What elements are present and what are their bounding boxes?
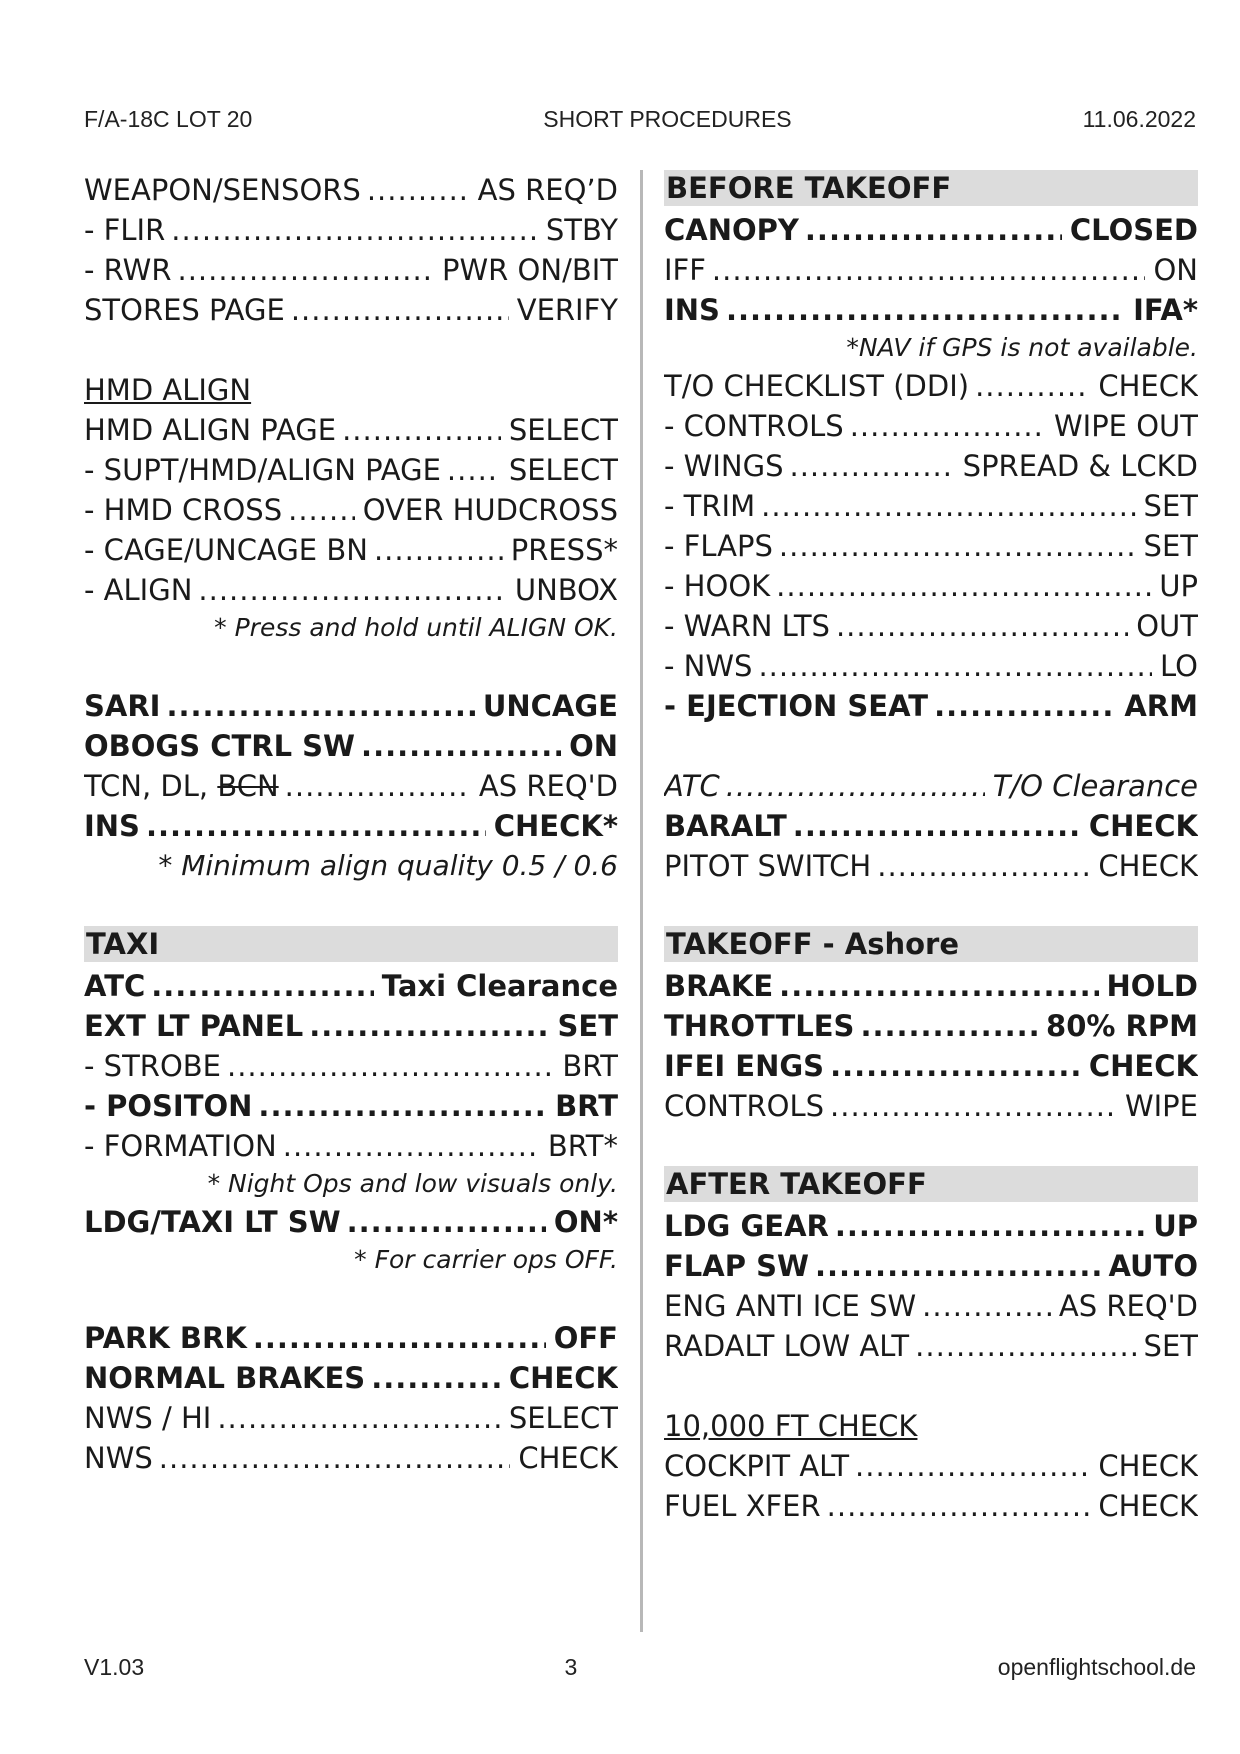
checklist-row: EXT LT PANEL ..... SET [84, 1006, 618, 1046]
checklist-row: PARK BRK ..... OFF [84, 1318, 618, 1358]
checklist-row: LDG/TAXI LT SW ..... ON* [84, 1202, 618, 1242]
footnote: * Night Ops and low visuals only. [207, 1169, 618, 1198]
left-column [84, 170, 618, 1478]
checklist-row: - EJECTION SEAT ..... ARM [664, 686, 1198, 726]
subsection-title-hmd-align: HMD ALIGN [84, 373, 252, 407]
checklist-row: FUEL XFER ..... CHECK [664, 1486, 1198, 1526]
checklist-row: - FORMATION ..... BRT* [84, 1126, 618, 1166]
checklist-row: TCN, DL, BCN ..... AS REQ'D [84, 766, 618, 806]
checklist-row: - HMD CROSS ..... OVER HUDCROSS [84, 490, 618, 530]
checklist-row: OBOGS CTRL SW ..... ON [84, 726, 618, 766]
checklist-row: LDG GEAR ..... UP [664, 1206, 1198, 1246]
checklist-row: IFEI ENGS ..... CHECK [664, 1046, 1198, 1086]
checklist-row: - HOOK ..... UP [664, 566, 1198, 606]
checklist-row: ENG ANTI ICE SW ..... AS REQ'D [664, 1286, 1198, 1326]
footnote: * Minimum align quality 0.5 / 0.6 [158, 849, 618, 882]
checklist-row: - WINGS ..... SPREAD & LCKD [664, 446, 1198, 486]
page-header [84, 106, 1196, 133]
footnote: *NAV if GPS is not available. [846, 333, 1198, 362]
checklist-row: - CAGE/UNCAGE BN ..... PRESS* [84, 530, 618, 570]
checklist-row: - FLIR ..... STBY [84, 210, 618, 250]
checklist-row: NWS / HI ..... SELECT [84, 1398, 618, 1438]
checklist-row: - SUPT/HMD/ALIGN PAGE ..... SELECT [84, 450, 618, 490]
checklist-row: CONTROLS ..... WIPE [664, 1086, 1198, 1126]
checklist-row: INS ..... IFA* [664, 290, 1198, 330]
checklist-row: - TRIM ..... SET [664, 486, 1198, 526]
section-title-takeoff-ashore: TAKEOFF - Ashore [664, 926, 1198, 962]
checklist-row: SARI ..... UNCAGE [84, 686, 618, 726]
checklist-row: THROTTLES ..... 80% RPM [664, 1006, 1198, 1046]
checklist-row: INS ..... CHECK* [84, 806, 618, 846]
section-title-before-takeoff: BEFORE TAKEOFF [664, 170, 1198, 206]
checklist-row: IFF ..... ON [664, 250, 1198, 290]
struck-item: BCN [217, 769, 279, 803]
checklist-row: FLAP SW ..... AUTO [664, 1246, 1198, 1286]
checklist-row: - FLAPS ..... SET [664, 526, 1198, 566]
subsection-title-10000-ft-check: 10,000 FT CHECK [664, 1409, 918, 1443]
page-footer [84, 1654, 1196, 1681]
checklist-row: CANOPY ..... CLOSED [664, 210, 1198, 250]
checklist-row: - WARN LTS ..... OUT [664, 606, 1198, 646]
checklist-row: ATC ..... Taxi Clearance [84, 966, 618, 1006]
footer-website: openflightschool.de [997, 1654, 1196, 1680]
checklist-row: - CONTROLS ..... WIPE OUT [664, 406, 1198, 446]
checklist-row: - POSITON ..... BRT [84, 1086, 618, 1126]
checklist-row: WEAPON/SENSORS ..... AS REQ’D [84, 170, 618, 210]
checklist-row: - ALIGN ..... UNBOX [84, 570, 618, 610]
footer-version: V1.03 [84, 1654, 145, 1680]
page-number: 3 [564, 1654, 578, 1680]
checklist-row: PITOT SWITCH ..... CHECK [664, 846, 1198, 886]
checklist-row: ATC ..... T/O Clearance [664, 766, 1198, 806]
right-column [664, 170, 1198, 1526]
footnote: * Press and hold until ALIGN OK. [214, 613, 618, 642]
section-title-taxi: TAXI [84, 926, 618, 962]
checklist-row: HMD ALIGN PAGE ..... SELECT [84, 410, 618, 450]
checklist-row: NORMAL BRAKES ..... CHECK [84, 1358, 618, 1398]
checklist-row: T/O CHECKLIST (DDI) ..... CHECK [664, 366, 1198, 406]
checklist-row: BRAKE ..... HOLD [664, 966, 1198, 1006]
checklist-row: NWS ..... CHECK [84, 1438, 618, 1478]
checklist-row: RADALT LOW ALT ..... SET [664, 1326, 1198, 1366]
checklist-row: - STROBE ..... BRT [84, 1046, 618, 1086]
checklist-row: - RWR ..... PWR ON/BIT [84, 250, 618, 290]
checklist-row: COCKPIT ALT ..... CHECK [664, 1446, 1198, 1486]
section-title-after-takeoff: AFTER TAKEOFF [664, 1166, 1198, 1202]
checklist-row: BARALT ..... CHECK [664, 806, 1198, 846]
header-date: 11.06.2022 [1082, 106, 1196, 132]
checklist-row: - NWS ..... LO [664, 646, 1198, 686]
header-title: SHORT PROCEDURES [543, 106, 792, 132]
column-divider [640, 170, 643, 1632]
footnote: * For carrier ops OFF. [354, 1245, 618, 1274]
header-aircraft: F/A-18C LOT 20 [84, 106, 253, 132]
checklist-row: STORES PAGE ..... VERIFY [84, 290, 618, 330]
